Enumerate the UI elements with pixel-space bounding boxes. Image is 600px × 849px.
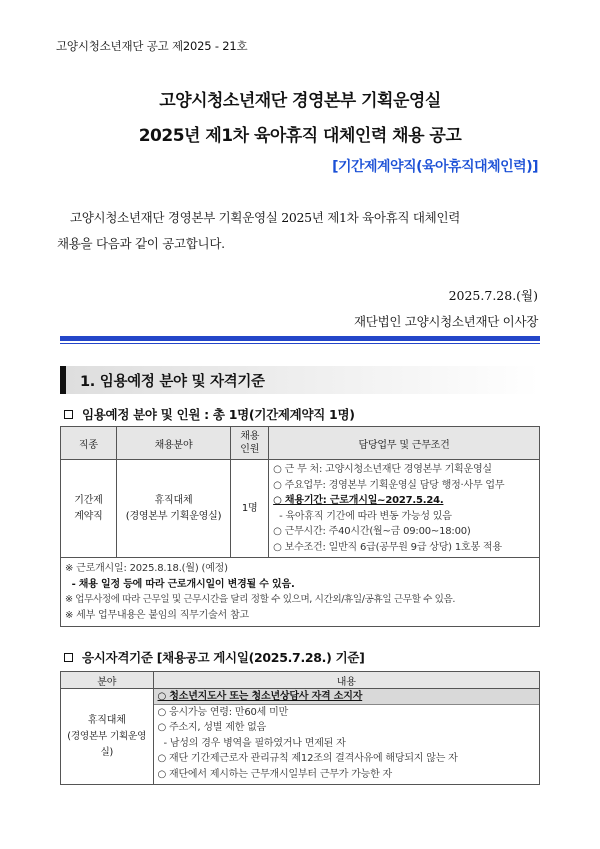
qualifications-table [60,671,540,785]
intro-paragraph [57,205,551,257]
subheading-qualifications-text: 응시자격기준 [채용공고 게시일(2025.7.28.) 기준] [82,650,365,665]
cell-q-field [61,689,154,785]
cell-field [116,460,231,558]
header-duties: 담당업무 및 근무조건 [269,427,540,460]
square-bullet-icon [64,410,73,419]
section-1-title: 1. 임용예정 분야 및 자격기준 [80,374,265,390]
issuer: 재단법인 고양시청소년재단 이사장 [354,314,538,329]
header-count-line-1: 채용 [240,431,260,442]
qual-item: ○ 재단에서 제시하는 근무개시일부터 근무가 가능한 자 [157,768,393,780]
q-field-line-2: (경영본부 기획운영실) [67,730,147,758]
note-item: ※ 근로개시일: 2025.8.18.(월) (예정) [65,563,228,574]
cell-job-type [61,460,117,558]
title-line-2: 2025년 제1차 육아휴직 대체인력 채용 공고 [138,126,462,146]
header-count-line-2: 인원 [240,444,260,455]
note-item: ※ 세부 업무내용은 붙임의 직무기술서 참고 [65,609,249,621]
note-item: - 채용 일정 등에 따라 근로개시일이 변경될 수 있음. [65,578,295,590]
field-line-2: (경영본부 기획운영실) [125,510,222,522]
duty-item: ○ 근무시간: 주40시간(월~금 09:00~18:00) [273,526,471,537]
cell-duties [269,460,540,558]
cell-notes [61,558,540,627]
title-line-1: 고양시청소년재단 경영본부 기획운영실 [159,91,441,111]
duty-item: ○ 주요업무: 경영본부 기획운영실 담당 행정·사무 업무 [273,479,505,491]
duty-item: ○ 근 무 처: 고양시청소년재단 경영본부 기획운영실 [273,464,492,475]
subheading-positions-text: 임용예정 분야 및 인원 : 총 1명(기간제계약직 1명) [82,407,355,422]
subheading-qualifications [64,648,365,666]
header-field: 채용분야 [116,427,231,460]
qual-item: ○ 응시가능 연령: 만60세 미만 [157,706,289,718]
doc-number: 고양시청소년재단 공고 제2025 - 21호 [56,39,248,53]
note-item: ※ 업무사정에 따라 근무일 및 근무시간을 달리 정할 수 있으며, 시간외/휴일/공휴일 근무할 수 있음. [65,594,456,605]
header-count [231,427,269,460]
intro-line-2: 채용을 다음과 같이 공고합니다. [57,236,225,251]
job-type-line-1: 기간제 [74,494,103,506]
header-q-content: 내용 [153,672,540,689]
cell-q-content [153,689,540,785]
duty-item-period: ○ 채용기간: 근로개시일~2027.5.24. [273,495,444,506]
qual-item: - 남성의 경우 병역을 필하였거나 면제된 자 [157,737,346,749]
subheading-positions [64,405,355,423]
header-q-field: 분야 [61,672,154,689]
header-job-type: 직종 [61,427,117,460]
section-1-header [60,366,540,394]
cell-count: 1명 [231,460,269,558]
duty-item: - 육아휴직 기간에 따라 변동 가능성 있음 [273,510,452,522]
qual-item: ○ 재단 기간제근로자 관리규칙 제12조의 결격사유에 해당되지 않는 자 [157,753,458,764]
duty-item: ○ 보수조건: 일반직 6급(공무원 9급 상당) 1호봉 적용 [273,541,502,553]
field-line-1: 휴직대체 [154,494,193,506]
square-bullet-icon [64,653,73,662]
qual-item: ○ 주소지, 성별 제한 없음 [157,722,267,733]
intro-line-1: 고양시청소년재단 경영본부 기획운영실 2025년 제1차 육아휴직 대체인력 [70,210,461,225]
announcement-date: 2025.7.28.(월) [448,288,538,303]
positions-table [60,426,540,627]
q-field-line-1: 휴직대체 [87,714,126,726]
qual-item-highlight: ○ 청소년지도사 또는 청소년상담사 자격 소지자 [154,689,540,705]
job-type-line-2: 계약직 [74,510,103,522]
divider-thin [60,343,540,344]
title-subtitle: [기간제계약직(육아휴직대체인력)] [332,159,538,175]
divider-thick [60,336,540,341]
